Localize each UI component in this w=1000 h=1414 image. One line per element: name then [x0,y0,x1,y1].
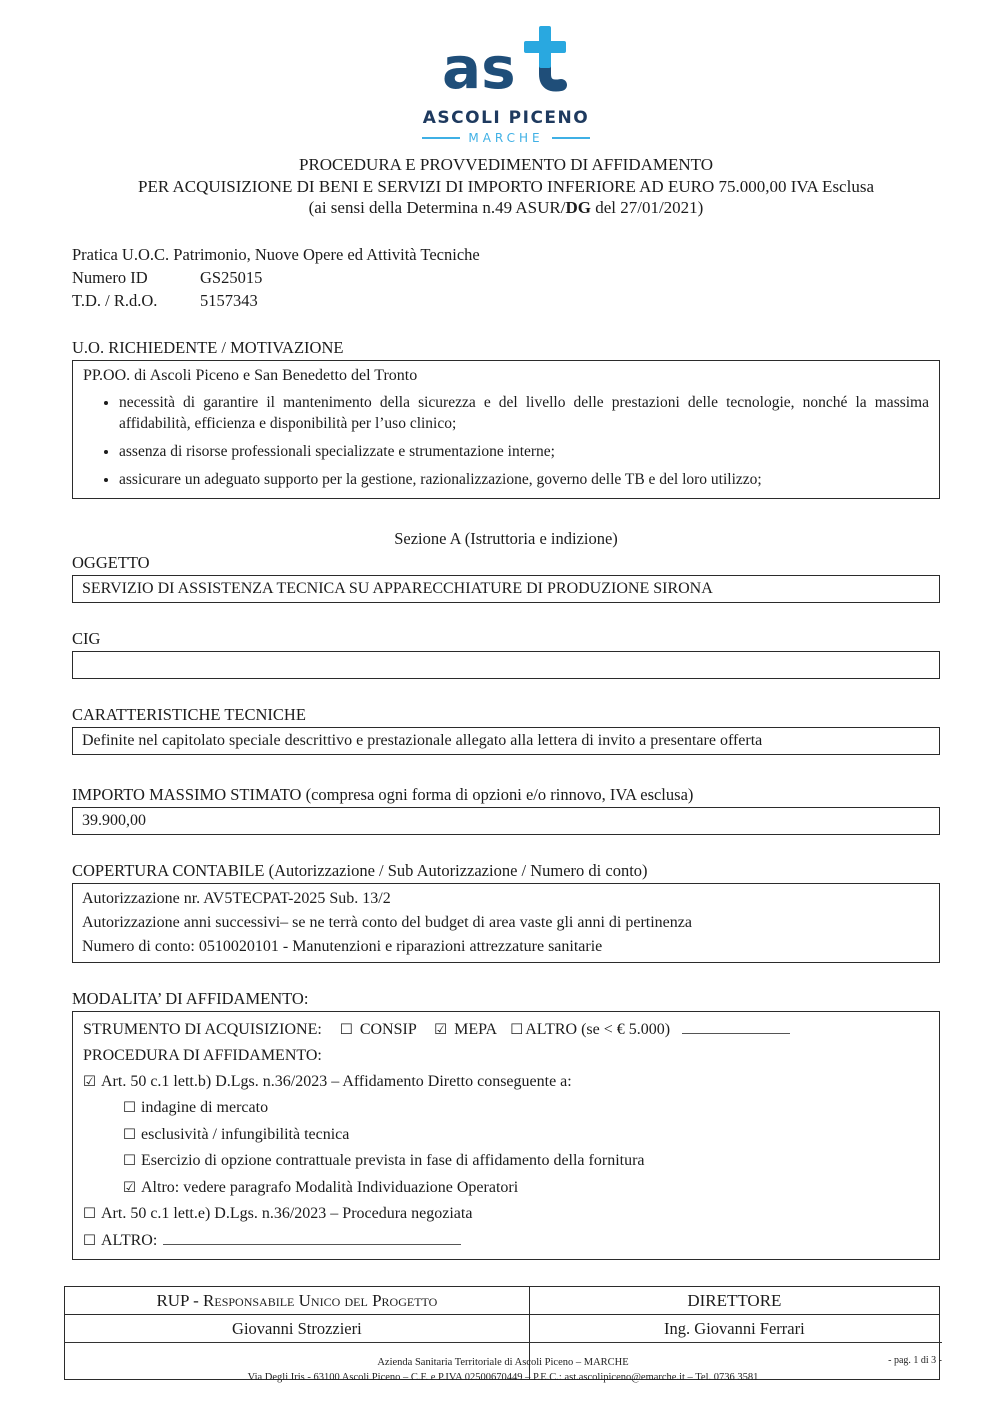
title-line-3-pre: (ai sensi della Determina n.49 ASUR/ [308,198,566,217]
modalita-item-text: esclusività / infungibilità tecnica [141,1125,350,1143]
copertura-label: COPERTURA CONTABILE (Autorizzazione / Sub Autorizzazione / Numero di conto) [72,860,648,880]
checkbox-empty-icon: ☐ [510,1021,524,1038]
title-line-2: PER ACQUISIZIONE DI BENI E SERVIZI DI IMPORTO INFERIORE AD EURO 75.000,00 IVA Esclusa [137,176,874,196]
page-footer [64,1342,942,1385]
richiedente-bullet: • assenza di risorse professionali specializzate e strumentazione interne; [119,441,929,462]
logo-org-name: ASCOLI PICENO [422,108,590,128]
option-mepa-label: MEPA [454,1020,497,1038]
richiedente-bullet-list [83,392,929,490]
pratica-row-numero-id [72,266,940,289]
signatures-header-row [65,1287,940,1315]
copertura-line: Numero di conto: 0510020101 - Manutenzioni e riparazioni attrezzature sanitarie [82,937,603,955]
richiedente-section-label: U.O. RICHIEDENTE / MOTIVAZIONE [72,337,344,357]
header-logo [72,24,940,144]
option-consip [340,1021,416,1038]
checkbox-checked-icon: ☑ [83,1073,96,1090]
logo-region [72,132,940,144]
option-consip-label: CONSIP [359,1020,417,1038]
sezione-a-heading: Sezione A (Istruttoria e indizione) [394,528,618,548]
option-altro-label: ALTRO (se < € 5.000) [525,1020,671,1038]
procedura-label: PROCEDURA DI AFFIDAMENTO: [83,1047,322,1064]
title-line-3 [72,197,940,219]
modalita-item-art50e [83,1201,929,1228]
strumento-line [83,1017,929,1044]
document-title [72,154,940,219]
modalita-item-esclusivita [83,1122,929,1149]
modalita-item-text: Altro: vedere paragrafo Modalità Individuazione Operatori [141,1178,519,1196]
oggetto-box: SERVIZIO DI ASSISTENZA TECNICA SU APPARECCHIATURE DI PRODUZIONE SIRONA [72,575,940,603]
logo-rule-left [422,137,460,139]
title-line-1: PROCEDURA E PROVVEDIMENTO DI AFFIDAMENTO [298,155,714,174]
footer-org-line: Azienda Sanitaria Territoriale di Ascoli Piceno – MARCHE [377,1357,629,1368]
checkbox-checked-icon: ☑ [434,1021,448,1038]
pratica-row-td-rdo [72,289,940,312]
title-line-3-post: del 27/01/2021) [590,198,704,217]
strumento-label: STRUMENTO DI ACQUISIZIONE: [83,1020,322,1038]
title-line-3-bold: DG [565,198,591,217]
altro-blank-line [682,1019,790,1034]
altro-blank-line [163,1230,461,1245]
option-altro [510,1021,670,1038]
caratteristiche-label: CARATTERISTICHE TECNICHE [72,704,306,724]
pratica-block [72,243,940,312]
checkbox-empty-icon: ☐ [123,1100,136,1116]
richiedente-bullet: • assicurare un adeguato supporto per la gestione, razionalizzazione, governo delle TB e del loro utilizzo; [119,469,929,490]
td-rdo-value: 5157343 [200,290,258,310]
modalita-item-art50b [83,1069,929,1096]
logo-region-name: MARCHE [468,131,544,145]
richiedente-box [72,360,940,499]
numero-id-value: GS25015 [200,267,263,287]
modalita-item-text: Art. 50 c.1 lett.b) D.Lgs. n.36/2023 – Affidamento Diretto conseguente a: [101,1072,572,1090]
cig-label: CIG [72,628,101,648]
checkbox-empty-icon: ☐ [123,1153,136,1169]
modalita-item-indagine [83,1095,929,1122]
modalita-item-text: Esercizio di opzione contrattuale prevista in fase di affidamento della fornitura [141,1152,645,1169]
modalita-item-text: indagine di mercato [141,1099,269,1116]
svg-text:as: as [442,34,516,102]
direttore-header-cell: DIRETTORE [529,1287,939,1315]
oggetto-label: OGGETTO [72,552,150,572]
richiedente-intro: PP.OO. di Ascoli Piceno e San Benedetto del Tronto [83,366,418,384]
logo-rule-right [552,137,590,139]
copertura-line: Autorizzazione nr. AV5TECPAT-2025 Sub. 13/2 [82,889,391,907]
importo-label: IMPORTO MASSIMO STIMATO (compresa ogni forma di opzioni e/o rinnovo, IVA esclusa) [72,784,694,804]
importo-box: 39.900,00 [72,807,940,835]
copertura-box [72,883,940,963]
checkbox-empty-icon: ☐ [83,1232,96,1249]
cig-box [72,651,940,679]
modalita-label: MODALITA’ DI AFFIDAMENTO: [72,988,309,1008]
richiedente-bullet: • necessità di garantire il mantenimento della sicurezza e del livello delle prestazioni delle tecnologie, nonché la massima affidabilità, efficienza e disponibilità per l’uso clinico; [119,392,929,434]
copertura-line: Autorizzazione anni successivi– se ne terrà conto del budget di area vaste gli anni di pertinenza [82,913,692,931]
modalita-item-esercizio [83,1148,929,1175]
checkbox-empty-icon: ☐ [339,1021,353,1038]
td-rdo-label: T.D. / R.d.O. [72,290,158,310]
modalita-item-altro [83,1228,929,1255]
pratica-line: Pratica U.O.C. Patrimonio, Nuove Opere ed Attività Tecniche [72,244,480,264]
checkbox-empty-icon: ☐ [123,1126,136,1143]
footer-address-line: Via Degli Iris - 63100 Ascoli Piceno – C.F. e P.IVA 02500670449 – P.E.C.: ast.ascolipiceno@emarche.it – Tel. 0736 3581 [247,1372,759,1383]
rup-header-cell: RUP - Responsabile Unico del Progetto [65,1287,530,1315]
modalita-item-altro-vedere [83,1175,929,1202]
modalita-item-text: Art. 50 c.1 lett.e) D.Lgs. n.36/2023 – Procedura negoziata [101,1205,473,1222]
option-mepa [434,1021,496,1038]
numero-id-label: Numero ID [72,267,148,287]
modalita-item-text: ALTRO: [101,1231,158,1249]
ast-logo-icon [436,24,576,104]
checkbox-checked-icon: ☑ [123,1179,136,1196]
page-number: - pag. 1 di 3 - [888,1355,942,1366]
rup-name-cell: Giovanni Strozzieri [65,1315,530,1380]
modalita-box [72,1011,940,1261]
checkbox-empty-icon: ☐ [83,1206,96,1222]
caratteristiche-box: Definite nel capitolato speciale descrittivo e prestazionale allegato alla lettera di invito a presentare offerta [72,727,940,755]
direttore-name-cell: Ing. Giovanni Ferrari [529,1315,939,1380]
